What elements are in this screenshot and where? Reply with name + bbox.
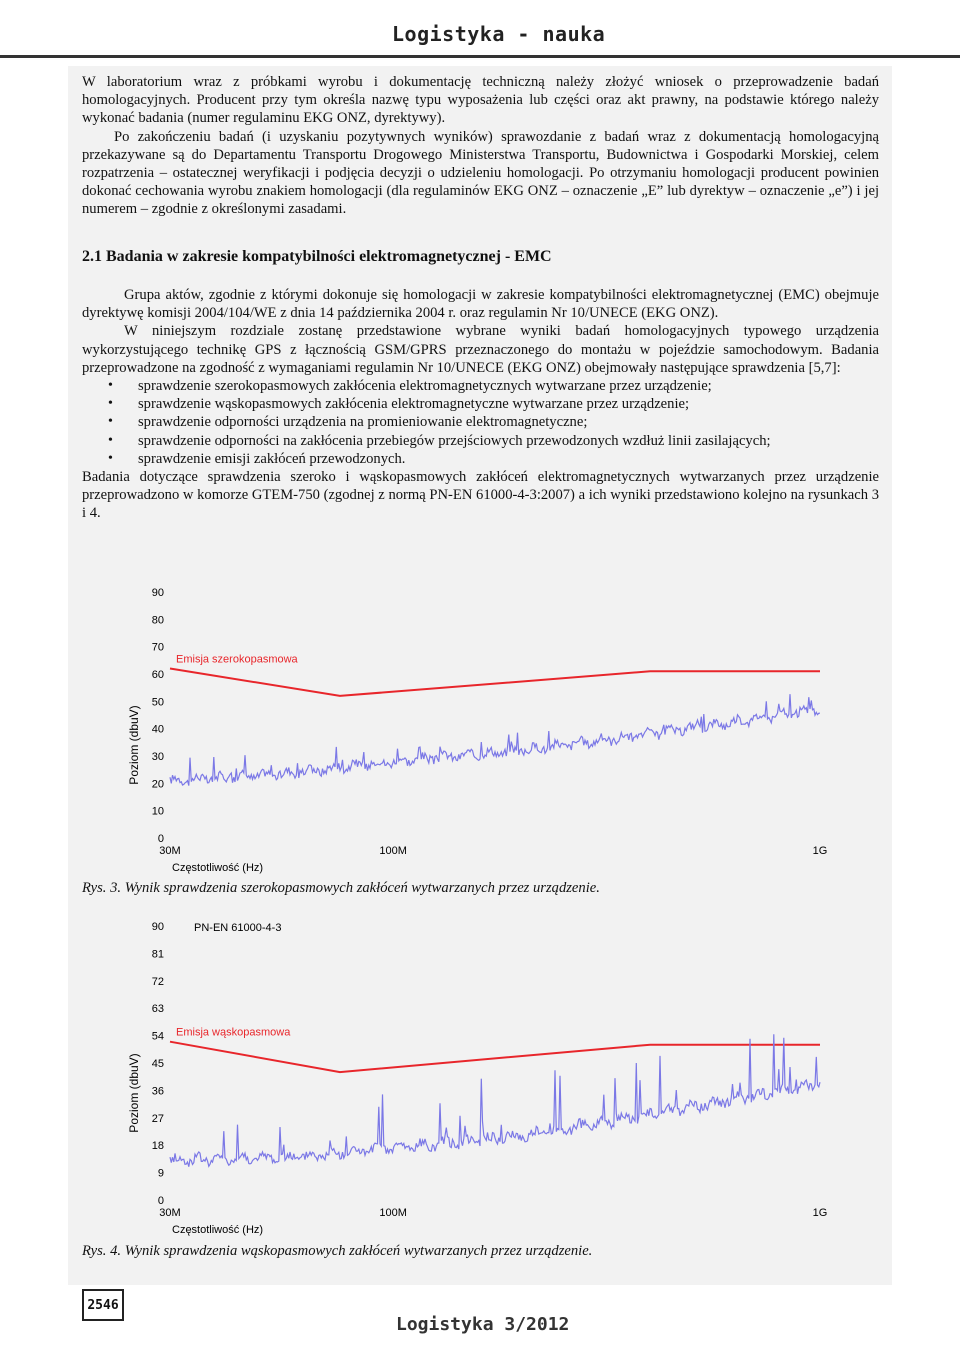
y-axis-title: Poziom (dbuV) (127, 1053, 141, 1133)
header-rule (0, 55, 960, 58)
y-tick-label: 18 (151, 1140, 164, 1153)
limit-label: Emisja szerokopasmowa (176, 653, 298, 666)
list-item: • sprawdzenie wąskopasmowych zakłócenia elektromagnetyczne wytwarzane przez urządzenie; (82, 395, 879, 413)
y-tick-label: 27 (151, 1112, 164, 1125)
y-tick-label: 90 (151, 921, 164, 933)
x-axis-title: Częstotliwość (Hz) (172, 1224, 264, 1236)
running-header: Logistyka - nauka (392, 22, 606, 46)
y-tick-label: 30 (151, 751, 164, 763)
chart-narrowband (120, 912, 840, 1242)
paragraph-5: Badania dotyczące sprawdzenia szeroko i wąskopasmowych zakłóceń elektromagnetycznych wytwarzanych przez urządzenie przeprowadzono w komorze GTEM-750 (zgodnej z normą PN-EN 61000-4-3:2007) a ich wyniki przedstawiono kolejno na rysunkach 3 i 4. (82, 469, 879, 522)
y-tick-label: 54 (151, 1030, 164, 1043)
x-tick-label: 1G (812, 1207, 828, 1219)
paragraph-4: W niniejszym rozdziale zostanę przedstawione wybrane wyniki badań homologacyjnych typowego urządzenia wykorzystującego technikę GPS z łącznością GSM/GPRS przeznaczonego do montażu w pojeździe samochodowym. Badania przeprowadzone na zgodność z wymaganiami regulamin Nr 10/UNECE (EKG ONZ) obejmowały następujące sprawdzenia [5,7]: (82, 323, 879, 376)
paragraph-1: W laboratorium wraz z próbkami wyrobu i dokumentację techniczną należy złożyć wniosek o przeprowadzenie badań homologacyjnych. Producent przy tym określa nazwę typu wyposażenia lub części oraz akt prawny, na podstawie którego należy wykonać badania (numer regulaminu EKG ONZ, dyrektywy). (82, 74, 879, 127)
y-tick-label: 81 (151, 948, 164, 961)
y-tick-label: 36 (151, 1085, 164, 1098)
x-tick-label: 30M (159, 845, 181, 857)
y-tick-label: 9 (157, 1167, 164, 1180)
y-tick-label: 90 (151, 587, 164, 599)
y-tick-label: 20 (151, 778, 164, 791)
paragraph-3: Grupa aktów, zgodnie z którymi dokonuje się homologacji w zakresie kompatybilności elektromagnetycznej (EMC) obejmuje dyrektywę komisji 2004/104/WE z dnia 14 października 2004 r. oraz regulamin Nr 10/UNECE (EKG ONZ). (82, 287, 879, 322)
page-number: 2546 (82, 1289, 124, 1321)
body-text-top (82, 73, 879, 219)
y-tick-label: 0 (157, 833, 164, 845)
x-tick-label: 30M (159, 1207, 181, 1219)
figure-4-caption: Rys. 4. Wynik sprawdzenia wąskopasmowych zakłóceń wytwarzanych przez urządzenie. (82, 1243, 593, 1259)
y-tick-label: 10 (151, 805, 164, 818)
list-item: • sprawdzenie odporności urządzenia na promieniowanie elektromagnetyczne; (82, 413, 879, 431)
list-item: • sprawdzenie odporności na zakłócenia przebiegów przejściowych przewodzonych wzdłuż linii zasilających; (82, 432, 879, 450)
limit-line (170, 1042, 820, 1072)
y-tick-label: 70 (151, 641, 164, 654)
journal-footer: Logistyka 3/2012 (396, 1314, 570, 1335)
x-axis-title: Częstotliwość (Hz) (172, 862, 264, 874)
limit-line (170, 669, 820, 696)
y-tick-label: 60 (151, 669, 164, 681)
y-tick-label: 45 (151, 1058, 164, 1070)
limit-label: Emisja wąskopasmowa (176, 1026, 291, 1039)
y-tick-label: 63 (151, 1003, 164, 1016)
list-item: • sprawdzenie szerokopasmowych zakłócenia elektromagnetycznych wytwarzane przez urządzenie; (82, 377, 879, 395)
y-tick-label: 50 (151, 696, 164, 709)
y-tick-label: 80 (151, 614, 164, 627)
body-text-main (82, 286, 879, 523)
y-tick-label: 0 (157, 1195, 164, 1207)
x-tick-label: 1G (812, 845, 828, 857)
paragraph-2: Po zakończeniu badań (i uzyskaniu pozytywnych wyników) sprawozdanie z badań wraz z dokumentacją homologacyjną przekazywane są do Departamentu Transportu Drogowego Ministerstwa Transportu, Budownictwa i Gospodarki Morskiej, celem rozpatrzenia – ostatecznej weryfikacji i podjęcia decyzji o udzieleniu homologacji. Po otrzymaniu homologacji producent powinien dokonać cechowania wyrobu znakiem homologacji (dla regulaminów EKG ONZ – oznaczenie „E” lub dyrektyw – oznaczenie „e”) i jej numerem – zgodnie z określonymi zasadami. (82, 128, 879, 218)
bullet-list (82, 377, 879, 468)
section-heading: 2.1 Badania w zakresie kompatybilności elektromagnetycznej - EMC (82, 248, 552, 265)
y-tick-label: 40 (151, 723, 164, 736)
y-tick-label: 72 (151, 975, 164, 988)
figure-3-caption: Rys. 3. Wynik sprawdzenia szerokopasmowych zakłóceń wytwarzanych przez urządzenie. (82, 880, 600, 896)
y-axis-title: Poziom (dbuV) (127, 705, 141, 785)
chart-wideband (120, 580, 840, 880)
measurement-trace (170, 694, 820, 786)
x-tick-label: 100M (379, 845, 407, 857)
x-tick-label: 100M (379, 1207, 407, 1219)
list-item: • sprawdzenie emisji zakłóceń przewodzonych. (82, 450, 879, 468)
chart-title: PN-EN 61000-4-3 (194, 922, 282, 934)
measurement-trace (170, 1034, 820, 1166)
